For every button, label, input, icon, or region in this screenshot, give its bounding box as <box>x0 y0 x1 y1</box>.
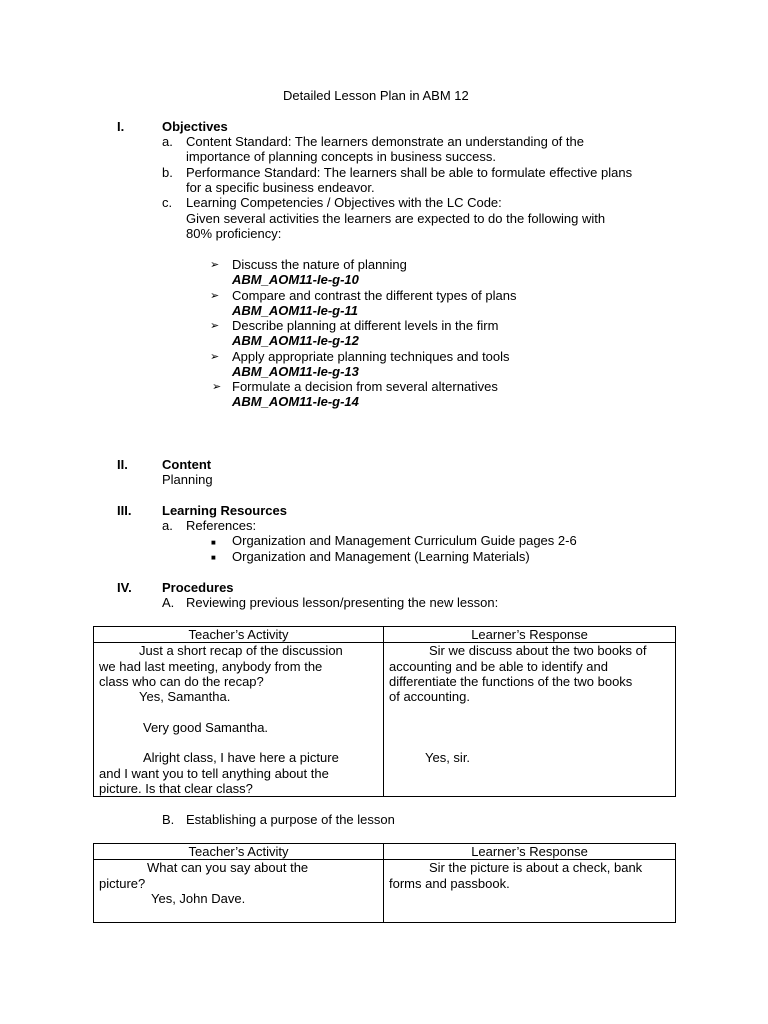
procedure-a-letter: A. <box>162 595 175 610</box>
section-number-objectives: I. <box>117 119 125 134</box>
competency-code: ABM_AOM11-Ie-g-12 <box>232 333 359 348</box>
objective-c-line-3: 80% proficiency: <box>186 226 282 241</box>
table-row <box>94 860 676 923</box>
objective-b-line-2: for a specific business endeavor. <box>186 180 375 195</box>
table-header-teacher: Teacher’s Activity <box>94 844 384 860</box>
procedure-b-label: Establishing a purpose of the lesson <box>186 812 395 827</box>
teacher-line: Very good Samantha. <box>143 719 269 735</box>
resources-sub-letter: a. <box>162 518 173 533</box>
reference-item: Organization and Management (Learning Materials) <box>232 549 530 564</box>
learner-line: accounting and be able to identify and <box>389 658 609 674</box>
resources-sub-label: References: <box>186 518 257 533</box>
table-header-learner: Learner’s Response <box>384 844 676 860</box>
objective-letter-b: b. <box>162 165 173 180</box>
objective-a-line-1: Content Standard: The learners demonstrate an understanding of the <box>186 134 584 149</box>
learner-line: Sir the picture is about a check, bank <box>429 860 643 876</box>
section-heading-procedures: Procedures <box>162 580 234 595</box>
arrow-bullet-icon: ➢ <box>210 259 220 271</box>
section-heading-resources: Learning Resources <box>162 503 287 518</box>
content-body: Planning <box>162 472 213 487</box>
learner-line: forms and passbook. <box>389 875 510 891</box>
procedure-b-letter: B. <box>162 812 175 827</box>
teacher-line: Alright class, I have here a picture <box>143 750 339 766</box>
objective-c-line-1: Learning Competencies / Objectives with the LC Code: <box>186 195 502 210</box>
competency-code: ABM_AOM11-Ie-g-14 <box>232 394 359 409</box>
objective-b-line-1: Performance Standard: The learners shall be able to formulate effective plans <box>186 165 633 180</box>
competency-code: ABM_AOM11-Ie-g-13 <box>232 364 359 379</box>
objective-c-line-2: Given several activities the learners are expected to do the following with <box>186 211 606 226</box>
competency-code: ABM_AOM11-Ie-g-11 <box>232 303 358 318</box>
arrow-bullet-icon: ➢ <box>212 381 222 393</box>
teacher-line: we had last meeting, anybody from the <box>99 658 323 674</box>
learner-line: Yes, sir. <box>425 750 471 766</box>
learner-line: differentiate the functions of the two books <box>389 673 633 689</box>
competency-text: Discuss the nature of planning <box>232 257 407 272</box>
learner-line: of accounting. <box>389 689 470 705</box>
arrow-bullet-icon: ➢ <box>210 320 220 332</box>
section-number-resources: III. <box>117 503 132 518</box>
arrow-bullet-icon: ➢ <box>210 290 220 302</box>
table-header-learner: Learner’s Response <box>384 627 676 643</box>
teacher-line: Yes, John Dave. <box>151 890 246 906</box>
competency-code: ABM_AOM11-Ie-g-10 <box>232 272 359 287</box>
teacher-line: class who can do the recap? <box>99 673 264 689</box>
procedure-a-label: Reviewing previous lesson/presenting the new lesson: <box>186 595 499 610</box>
competency-text: Describe planning at different levels in the firm <box>232 318 499 333</box>
table-header-teacher: Teacher’s Activity <box>94 627 384 643</box>
teacher-line: Just a short recap of the discussion <box>139 643 343 659</box>
section-heading-content: Content <box>162 457 212 472</box>
table-row <box>94 643 676 797</box>
teacher-activity-cell <box>94 860 384 923</box>
learner-response-cell <box>384 860 676 923</box>
teacher-line: What can you say about the <box>147 860 309 876</box>
objective-letter-c: c. <box>162 195 173 210</box>
procedure-a-table <box>93 626 676 797</box>
section-number-content: II. <box>117 457 128 472</box>
objective-a-line-2: importance of planning concepts in business success. <box>186 149 497 164</box>
learner-line: Sir we discuss about the two books of <box>429 643 647 659</box>
arrow-bullet-icon: ➢ <box>210 351 220 363</box>
teacher-line: and I want you to tell anything about the <box>99 765 329 781</box>
teacher-line: picture? <box>99 875 146 891</box>
section-heading-objectives: Objectives <box>162 119 228 134</box>
teacher-activity-cell <box>94 643 384 797</box>
teacher-line: picture. Is that clear class? <box>99 780 253 796</box>
section-number-procedures: IV. <box>117 580 132 595</box>
table-header-row <box>94 627 676 643</box>
square-bullet-icon: ■ <box>211 553 216 562</box>
competency-text: Formulate a decision from several alternatives <box>232 379 498 394</box>
competency-text: Compare and contrast the different types of plans <box>232 288 517 303</box>
procedure-b-table <box>93 843 676 923</box>
table-header-row <box>94 844 676 860</box>
reference-item: Organization and Management Curriculum Guide pages 2-6 <box>232 533 577 548</box>
competency-text: Apply appropriate planning techniques and tools <box>232 349 510 364</box>
learner-response-cell <box>384 643 676 797</box>
square-bullet-icon: ■ <box>211 538 216 547</box>
objective-letter-a: a. <box>162 134 173 149</box>
document-title: Detailed Lesson Plan in ABM 12 <box>283 88 469 103</box>
teacher-line: Yes, Samantha. <box>139 689 231 705</box>
